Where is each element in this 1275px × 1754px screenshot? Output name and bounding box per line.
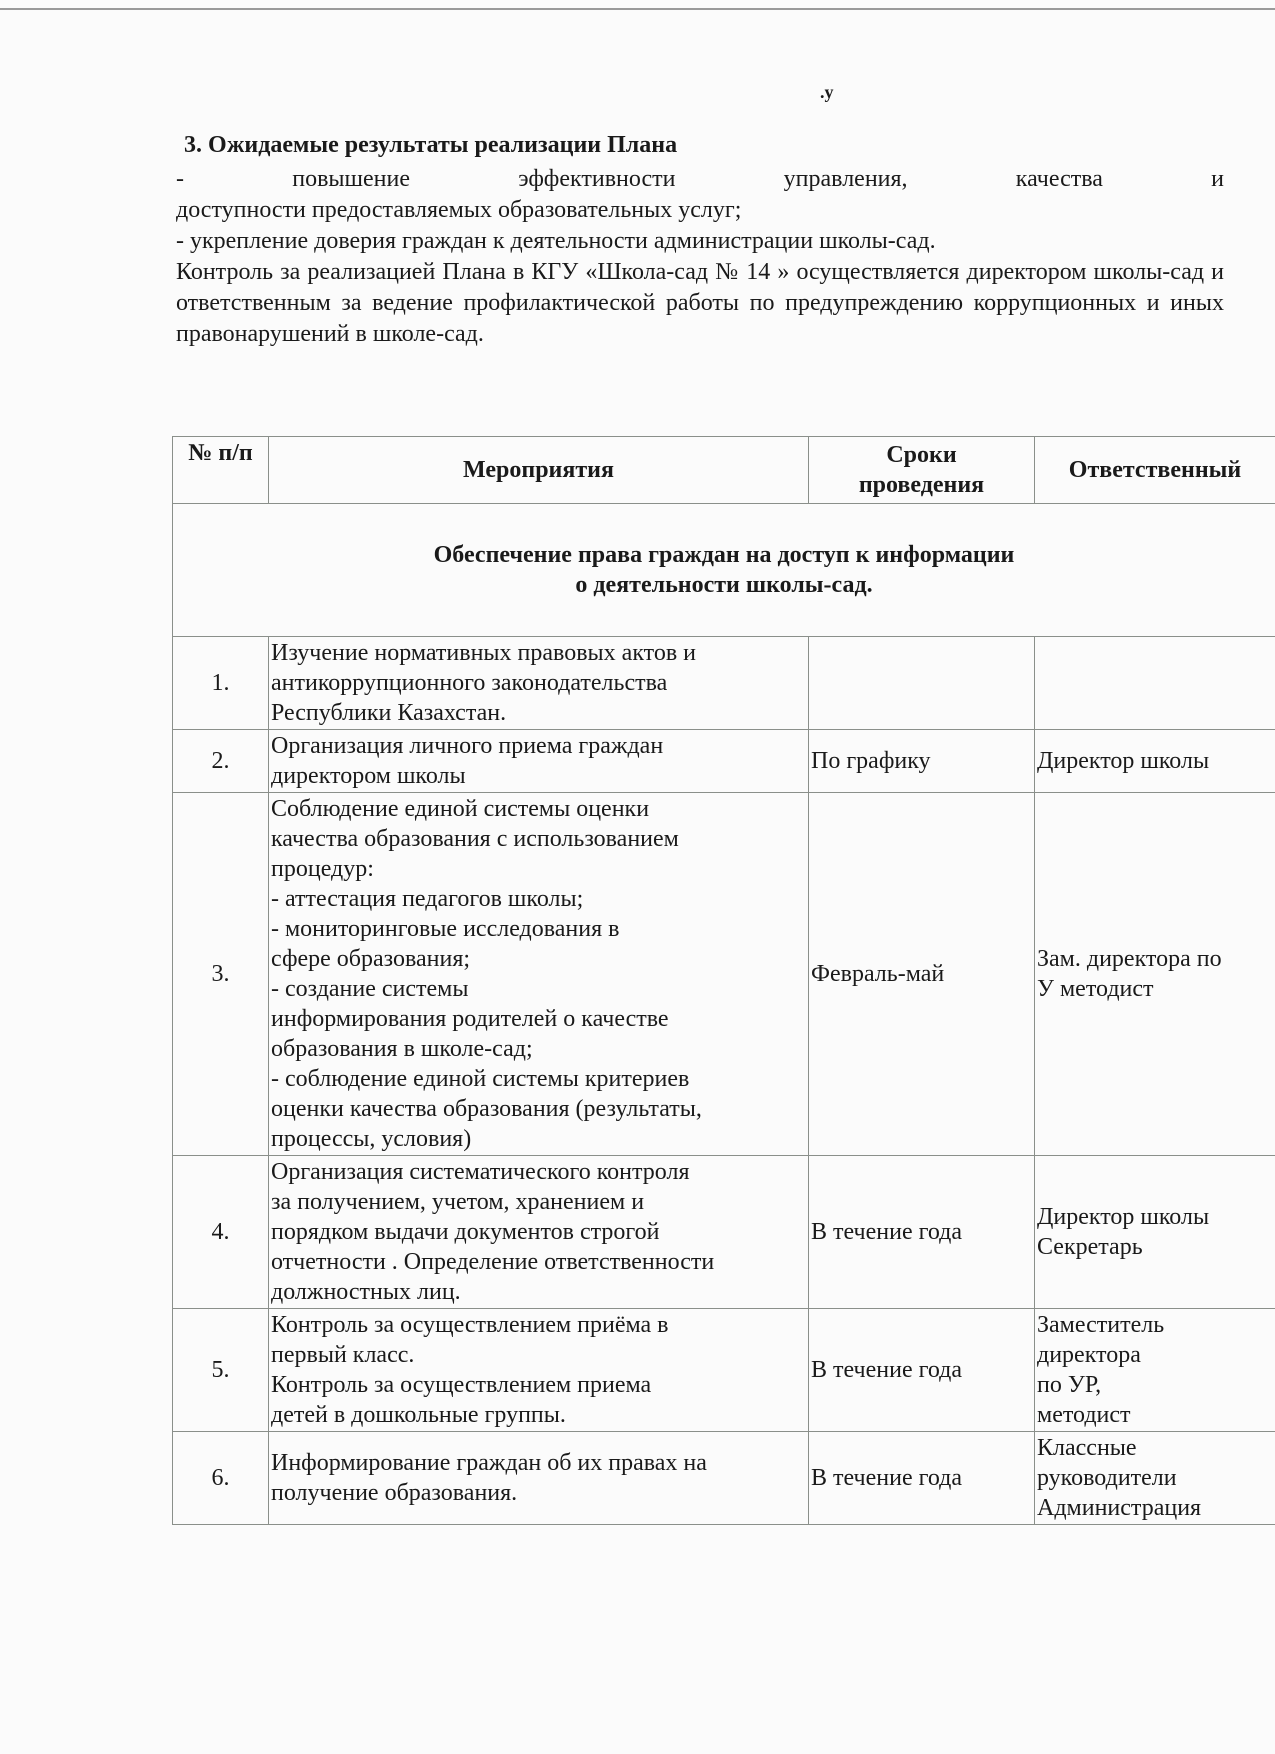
header-num: № п/п (173, 437, 269, 504)
scan-mark: .у (820, 82, 834, 102)
activity-line: Организация личного приема граждан (271, 733, 664, 759)
row-activity (269, 1309, 809, 1432)
activity-line: Контроль за осуществлением приема (271, 1372, 652, 1398)
activity-line: детей в дошкольные группы. (271, 1402, 566, 1428)
responsible-line: Классные (1037, 1435, 1137, 1461)
table-row (173, 1432, 1275, 1525)
activity-line: отчетности . Определение ответственности (271, 1249, 715, 1275)
activity-line: антикоррупционного законодательства (271, 670, 668, 696)
section-title-line2: о деятельности школы-сад. (575, 572, 873, 598)
paragraph-line-2: доступности предоставляемых образовательных услуг; (176, 197, 742, 223)
activity-line: - соблюдение единой системы критериев (271, 1066, 690, 1092)
table-row (173, 793, 1275, 1156)
row-number: 6. (173, 1432, 269, 1525)
results-section (176, 130, 1224, 350)
row-date: В течение года (809, 1309, 1035, 1432)
activity-line: должностных лиц. (271, 1279, 461, 1305)
row-activity (269, 730, 809, 793)
row-date (809, 637, 1035, 730)
activity-line: сфере образования; (271, 946, 471, 972)
row-activity (269, 1432, 809, 1525)
header-activity: Мероприятия (269, 437, 809, 504)
row-responsible (1035, 1309, 1275, 1432)
responsible-line: методист (1037, 1402, 1131, 1428)
activity-line: за получением, учетом, хранением и (271, 1189, 645, 1215)
row-responsible (1035, 793, 1275, 1156)
responsible-line: У методист (1037, 976, 1154, 1002)
row-responsible (1035, 730, 1275, 793)
activity-line: Организация систематического контроля (271, 1159, 690, 1185)
row-responsible (1035, 1156, 1275, 1309)
activity-line: - мониторинговые исследования в (271, 916, 620, 942)
row-responsible (1035, 1432, 1275, 1525)
plan-table (172, 436, 1275, 1525)
activity-line: Изучение нормативных правовых актов и (271, 640, 697, 666)
responsible-line: Директор школы (1037, 748, 1210, 774)
row-number: 4. (173, 1156, 269, 1309)
responsible-line: Секретарь (1037, 1234, 1143, 1260)
responsible-line: Зам. директора по (1037, 946, 1222, 972)
activity-line: Информирование граждан об их правах на (271, 1450, 707, 1476)
header-responsible: Ответственный (1035, 437, 1275, 504)
row-number: 3. (173, 793, 269, 1156)
activity-line: качества образования с использованием (271, 826, 679, 852)
activity-line: порядком выдачи документов строгой (271, 1219, 660, 1245)
activity-line: получение образования. (271, 1480, 518, 1506)
responsible-line: Директор школы (1037, 1204, 1210, 1230)
responsible-line: руководители (1037, 1465, 1177, 1491)
activity-line: директором школы (271, 763, 466, 789)
section-row (173, 504, 1275, 637)
header-date-line1: Сроки (886, 442, 957, 468)
row-number: 1. (173, 637, 269, 730)
activity-line: - создание системы (271, 976, 469, 1002)
activity-line: оценки качества образования (результаты, (271, 1096, 702, 1122)
activity-line: Республики Казахстан. (271, 700, 507, 726)
activity-line: Контроль за осуществлением приёма в (271, 1312, 669, 1338)
responsible-line: Заместитель (1037, 1312, 1165, 1338)
table-row (173, 1156, 1275, 1309)
row-date: Февраль-май (809, 793, 1035, 1156)
table-row (173, 730, 1275, 793)
section-heading: 3. Ожидаемые результаты реализации Плана (184, 132, 678, 158)
table-row (173, 637, 1275, 730)
row-number: 2. (173, 730, 269, 793)
activity-line: Соблюдение единой системы оценки (271, 796, 650, 822)
activity-line: - аттестация педагогов школы; (271, 886, 584, 912)
paragraph-line-1: - повышение эффективности управления, качества и (176, 166, 1224, 192)
row-date: В течение года (809, 1432, 1035, 1525)
responsible-line: директора (1037, 1342, 1141, 1368)
responsible-line: по УР, (1037, 1372, 1102, 1398)
paragraph-line-3: - укрепление доверия граждан к деятельности администрации школы-сад. (176, 228, 936, 254)
section-title (173, 504, 1275, 637)
responsible-line: Администрация (1037, 1495, 1202, 1521)
table-header-row (173, 437, 1275, 504)
activity-line: процедур: (271, 856, 374, 882)
row-activity (269, 1156, 809, 1309)
scan-edge-line (0, 8, 1275, 10)
activity-line: образования в школе-сад; (271, 1036, 533, 1062)
row-date: По графику (809, 730, 1035, 793)
table-row (173, 1309, 1275, 1432)
header-date (809, 437, 1035, 504)
row-number: 5. (173, 1309, 269, 1432)
header-date-line2: проведения (858, 472, 985, 498)
activity-line: процессы, условия) (271, 1126, 472, 1152)
paragraph-control: Контроль за реализацией Плана в КГУ «Школа-сад № 14 » осуществляется директором школы-сад и ответственным за ведение профилактической работы по предупреждению коррупционных и иных правонарушений в школе-сад. (176, 259, 1224, 347)
section-title-line1: Обеспечение права граждан на доступ к информации (433, 542, 1015, 568)
row-activity (269, 793, 809, 1156)
activity-line: первый класс. (271, 1342, 415, 1368)
row-date: В течение года (809, 1156, 1035, 1309)
row-activity (269, 637, 809, 730)
activity-line: информирования родителей о качестве (271, 1006, 669, 1032)
row-responsible (1035, 637, 1275, 730)
